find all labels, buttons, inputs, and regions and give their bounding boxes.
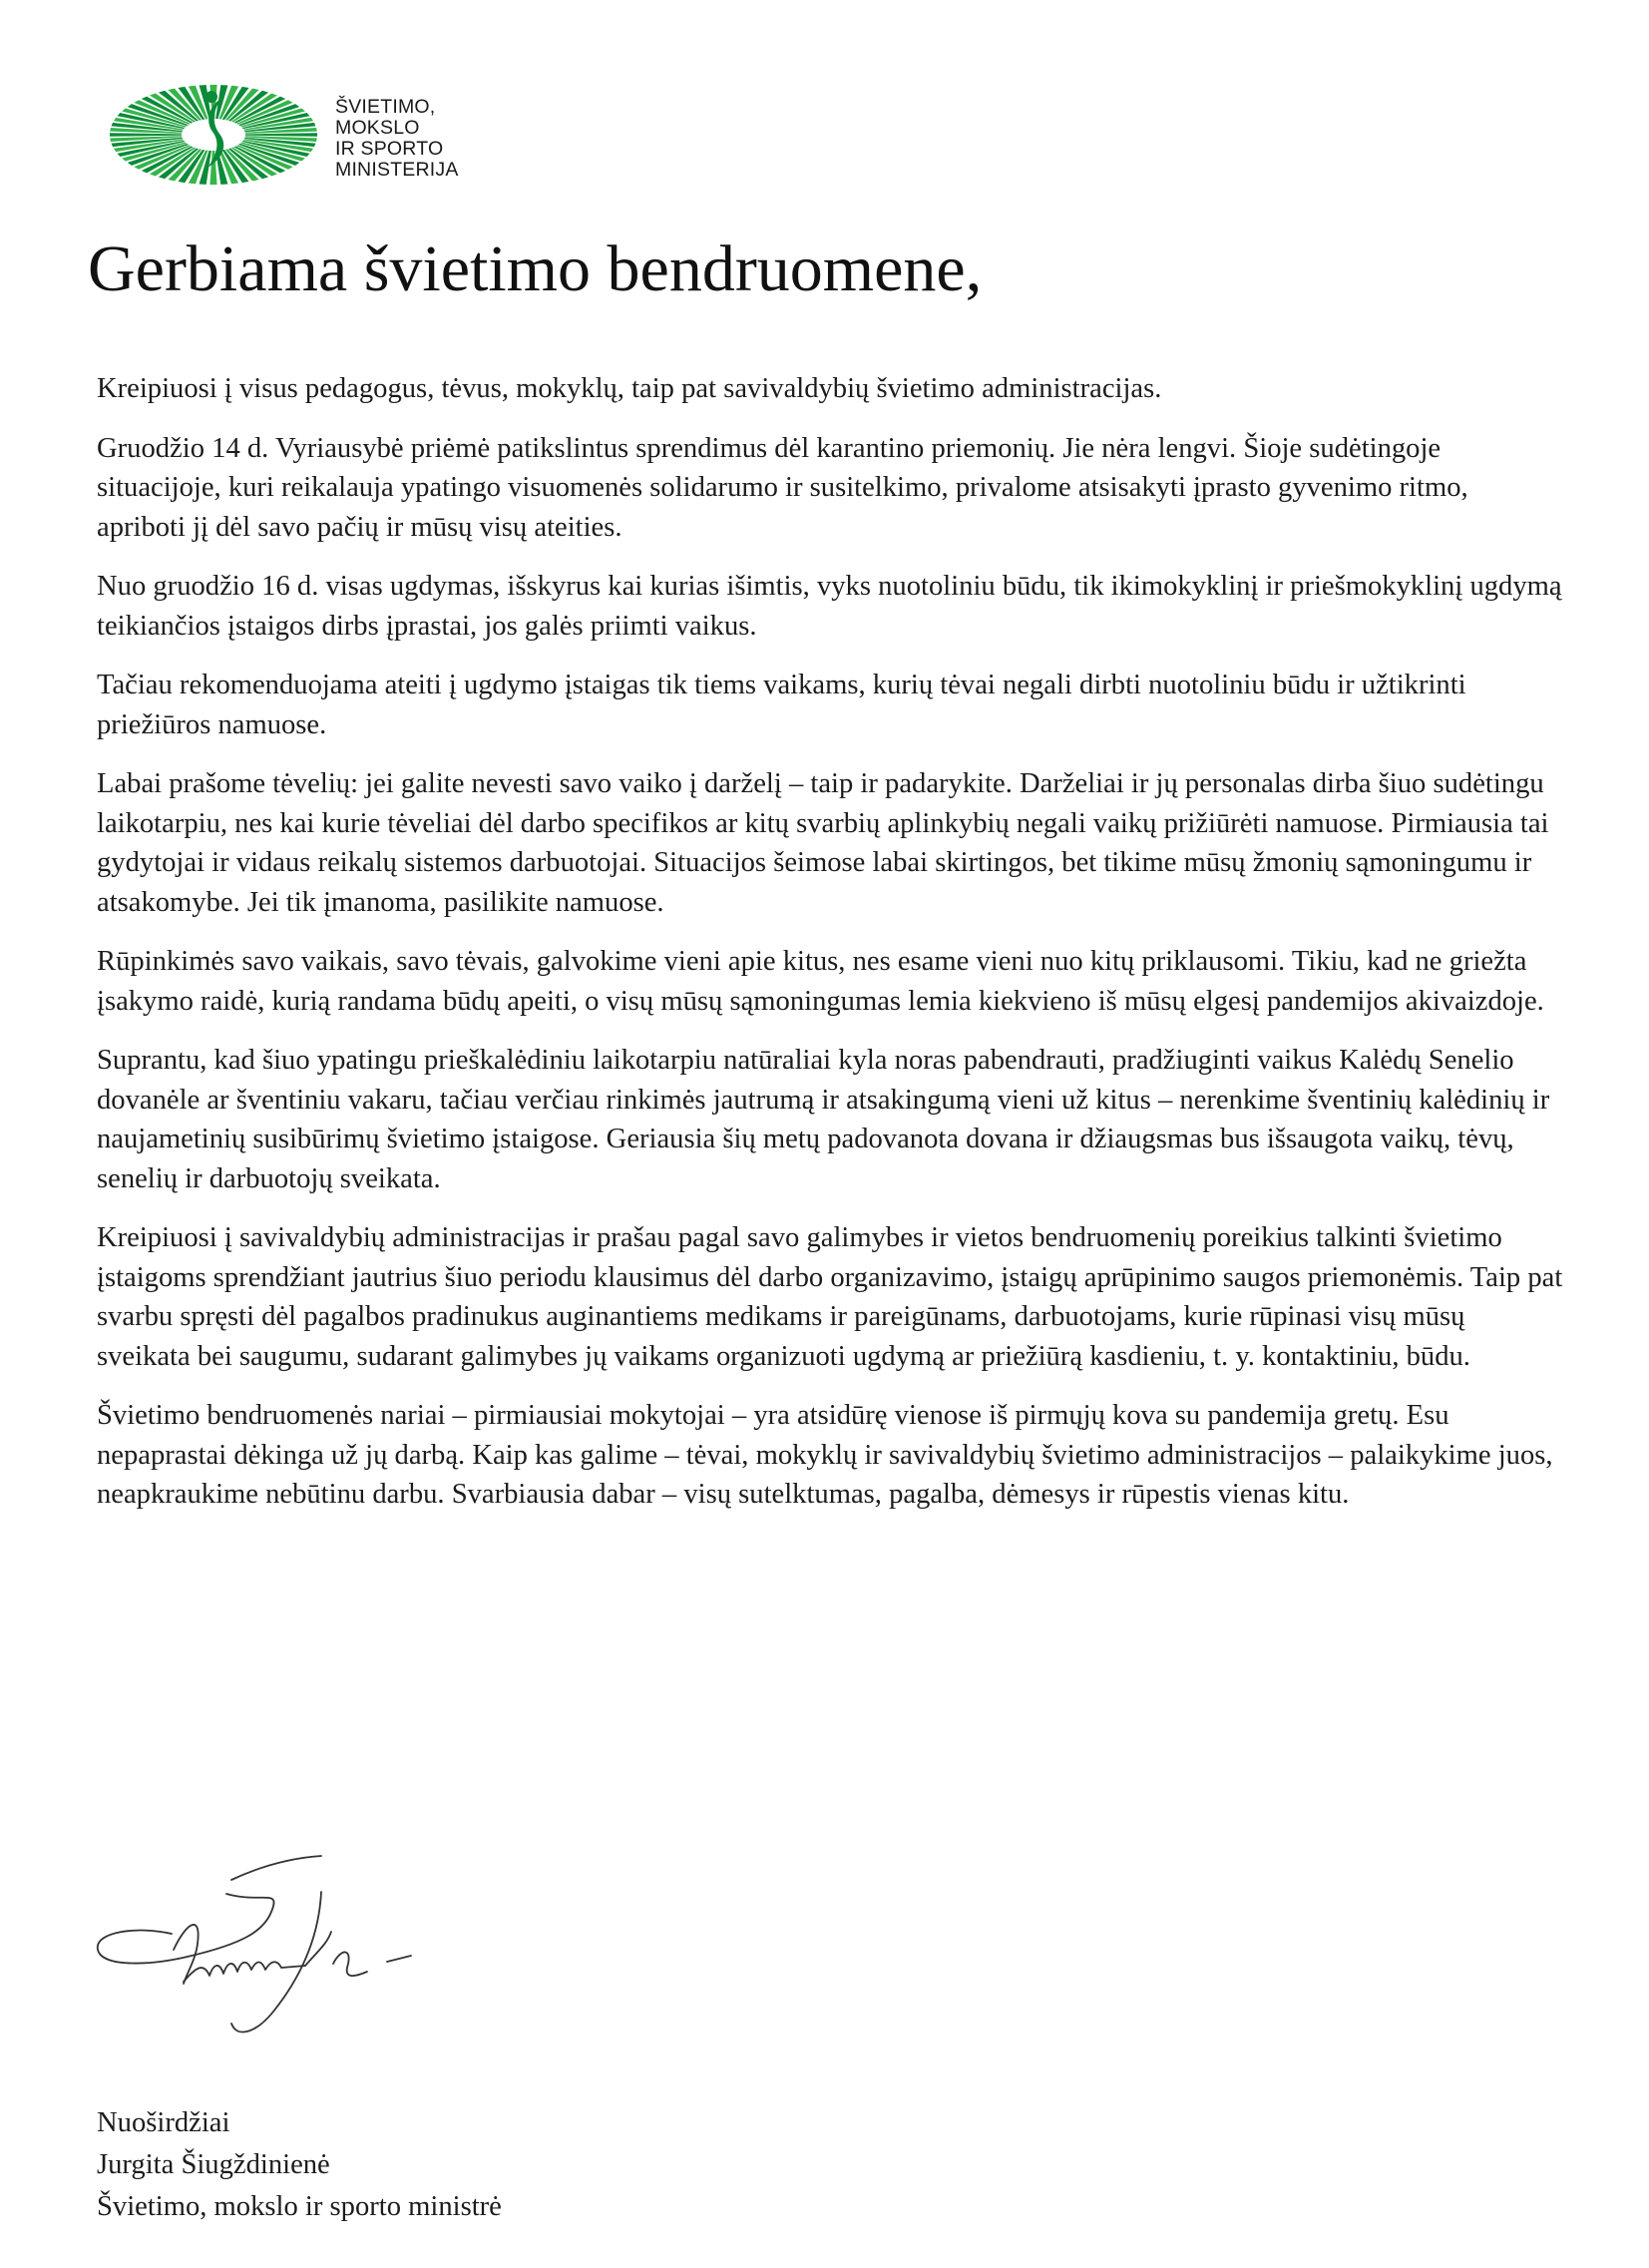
letter-paragraph: Gruodžio 14 d. Vyriausybė priėmė patikslintus sprendimus dėl karantino priemonių. Jie nėra lengvi. Šioje sudėtingoje situacijoje, kuri reikalauja ypatingo visuomenės solidarumo ir susitelkimo, privalome atsisakyti įprasto gyvenimo ritmo, apriboti jį dėl savo pačių ir mūsų visų ateities. (97, 432, 1468, 543)
letter-paragraph: Rūpinkimės savo vaikais, savo tėvais, galvokime vieni apie kitus, nes esame vieni nuo kitų priklausomi. Tikiu, kad ne griežta įsakymo raidė, kurią randama būdų apeiti, o visų mūsų sąmoningumas lemia kiekvieno iš mūsų elgesį pandemijos akivaizdoje. (97, 946, 1544, 1017)
letter-paragraph: Labai prašome tėvelių: jei galite nevesti savo vaiko į darželį – taip ir padarykite. Darželiai ir jų personalas dirba šiuo sudėtingu laikotarpiu, nes kai kurie tėveliai dėl darbo specifikos ar kitų svarbių aplinkybių negali vaikų prižiūrėti namuose. Pirmiausia tai gydytojai ir vidaus reikalų sistemos darbuotojai. Situacijos šeimose labai skirtingos, bet tikime mūsų žmonių sąmoningumu ir atsakomybe. Jei tik įmanoma, pasilikite namuose. (97, 768, 1549, 918)
letter-closing (97, 2102, 502, 2228)
ministry-emblem-icon (104, 80, 323, 190)
letter-salutation: Gerbiama švietimo bendruomene, (88, 232, 983, 305)
handwritten-signature (92, 1852, 431, 2041)
author-name: Jurgita Šiugždinienė (97, 2149, 330, 2180)
closing-phrase: Nuoširdžiai (97, 2107, 230, 2138)
ministry-name-line: IR SPORTO (335, 138, 444, 160)
letter-paragraph: Suprantu, kad šiuo ypatingu prieškalėdiniu laikotarpiu natūraliai kyla noras pabendrauti, pradžiuginti vaikus Kalėdų Senelio dovanėle ar šventiniu vakaru, tačiau verčiau rinkimės jautrumą ir atsakingumą vieni už kitus – nerenkime šventinių kalėdinių ir naujametinių susibūrimų švietimo įstaigose. Geriausia šių metų padovanota dovana ir džiaugsmas bus išsaugota vaikų, tėvų, senelių ir darbuotojų sveikata. (97, 1045, 1550, 1194)
author-position: Švietimo, mokslo ir sporto ministrė (97, 2191, 502, 2222)
letter-paragraph: Tačiau rekomenduojama ateiti į ugdymo įstaigas tik tiems vaikams, kurių tėvai negali dirbti nuotoliniu būdu ir užtikrinti priežiūros namuose. (97, 670, 1466, 740)
letter-paragraph: Kreipiuosi į visus pedagogus, tėvus, mokyklų, taip pat savivaldybių švietimo administracijas. (97, 373, 1162, 404)
ministry-name-line: ŠVIETIMO, (335, 96, 436, 118)
letter-paragraph: Kreipiuosi į savivaldybių administracijas ir prašau pagal savo galimybes ir vietos bendruomenių poreikius talkinti švietimo įstaigoms sprendžiant jautrius šiuo periodu klausimus dėl darbo organizavimo, įstaigų aprūpinimo saugos priemonėmis. Taip pat svarbu spręsti dėl pagalbos pradinukus auginantiems medikams ir pareigūnams, darbuotojams, kurie rūpinasi visų mūsų sveikata bei saugumu, sudarant galimybes jų vaikams organizuoti ugdymą ar priežiūrą kasdieniu, t. y. kontaktiniu, būdu. (97, 1222, 1563, 1372)
letter-body (97, 369, 1563, 1535)
letter-paragraph: Nuo gruodžio 16 d. visas ugdymas, išskyrus kai kurias išimtis, vyks nuotoliniu būdu, tik ikimokyklinį ir priešmokyklinį ugdymą teikiančios įstaigos dirbs įprastai, jos galės priimti vaikus. (97, 571, 1562, 642)
ministry-logo (104, 80, 459, 190)
ministry-name-line: MOKSLO (335, 117, 420, 139)
ministry-name (335, 97, 459, 181)
ministry-name-line: MINISTERIJA (335, 159, 459, 181)
letter-paragraph: Švietimo bendruomenės nariai – pirmiausiai mokytojai – yra atsidūrę vienose iš pirmųjų kova su pandemija gretų. Esu nepaprastai dėkinga už jų darbą. Kaip kas galime – tėvai, mokyklų ir savivaldybių švietimo administracijos – palaikykime juos, neapkraukime nebūtinu darbu. Svarbiausia dabar – visų sutelktumas, pagalba, dėmesys ir rūpestis vienas kitu. (97, 1400, 1553, 1510)
